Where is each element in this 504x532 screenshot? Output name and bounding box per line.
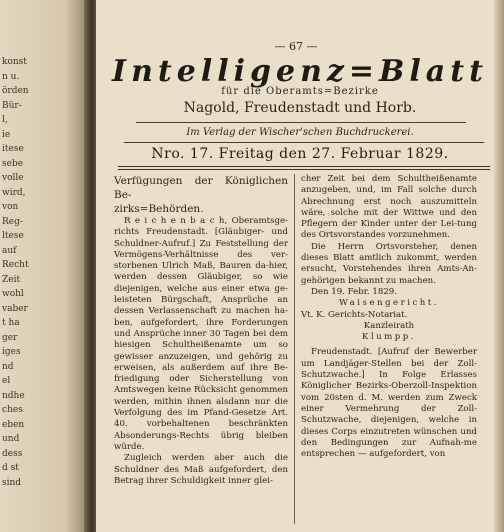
previous-page-fragment: nd [2,361,14,372]
masthead-districts: Nagold, Freudenstadt und Horb. [183,100,417,116]
previous-page-fragment: itese [2,144,24,154]
previous-page-fragment: sebe [2,158,24,169]
notice-paragraph: cher Zeit bei dem Schultheißenamte anzugeben, und, im Fall solche durch Abrechnung erst noch auszumitteln wäre, solche mit der Wittwe und den Pflegern der Kinder unter der Lei-tung des Ortsvorstandes vorzunehmen. [301,174,477,241]
divider [124,142,484,143]
previous-page-fragment: ches [2,405,23,415]
notice-title: Kanzleirath [363,320,415,331]
right-column [301,174,477,460]
previous-page-fragment: el [2,376,11,386]
notice-notary: Vt. K. Gerichts-Notariat. [301,309,408,320]
previous-page-fragment: dess [2,448,23,459]
page-edge [494,0,504,532]
notice-paragraph: Die Herrn Ortsvorsteher, denen dieses Blatt amtlich zukommt, werden ersucht, Vorstehendes ihren Amts-An-gehörigen bekannt zu machen. [301,241,477,286]
previous-page-fragment: ie [2,129,11,140]
previous-page-fragment: ltese [2,231,24,241]
notice-paragraph: R e i c h e n b a c h, Oberamtsge-richts Freudenstadt. [Gläubiger- und Schuldner-Aufruf.] Zu Feststellung der Vermögens-Verhältnisse des ver-storbenen Ulrich Maß, Bauren da-hier, werden dessen Gläubiger, so wie diejenigen, welche aus einer etwa ge-leisteten Bürgschaft, Ansprüche an dessen Verlassenschaft zu machen ha-ben, aufgefordert, ihre Forderungen und Ansprüche inner 30 Tagen bei dem hiesigen Schultheißenamte um so gewisser anzuzeigen, und gehörig zu erweisen, als außerdem auf ihre Be-friedigung oder Sicherstellung von Amtswegen keine Rücksicht genommen werden, mithin ihnen alsdann nur die Verfolgung des im Pfand-Gesetze Art. 40. vorbehaltenen beschränkten Absonderungs-Rechts übrig bleiben würde. [114,216,288,452]
issue-line: Nro. 17. Freitag den 27. Februar 1829. [151,146,449,162]
previous-page-fragment: eben [2,419,25,430]
previous-page-fragment: ndhe [2,390,25,401]
previous-page-fragment: konst [2,57,27,67]
column-separator [294,174,295,524]
newspaper-page [96,0,504,532]
left-column [114,174,288,487]
previous-page-fragment: auf [2,245,17,256]
previous-page-fragment: Zeit [2,274,21,285]
divider [136,122,466,123]
previous-page-fragment: l, [2,115,8,125]
previous-page-fragment: Reg- [2,216,23,227]
previous-page-fragment: sind [2,477,22,488]
previous-page-fragment: n u. [2,71,20,82]
notice-office: Waisengericht. [339,298,439,309]
previous-page [0,0,92,532]
section-heading-cont: zirks=Behörden. [114,203,204,215]
notice-signature: Klumpp. [361,332,417,343]
notice-paragraph: Zugleich werden aber auch die Schuldner des Maß aufgefordert, den Betrag ihrer Schuldigkeit inner glei- [114,453,288,486]
previous-page-fragment: wird, [2,187,26,198]
previous-page-fragment: volle [2,173,24,183]
section-heading: Verfügungen der Königlichen Be- [114,175,288,201]
notice-date: Den 19. Febr. 1829. [311,286,397,297]
publisher-line: Im Verlag der Wischer'schen Buchdruckerei. [186,127,414,138]
previous-page-fragment: d st [2,463,19,473]
page-number: — 67 — [274,40,318,53]
previous-page-fragment: und [2,434,20,444]
previous-page-fragment: iges [2,347,21,357]
notice-paragraph: Freudenstadt. [Aufruf der Bewerber um Landjäger-Stellen bei der Zoll-Schutzwache.] In Folge Erlasses Königlicher Bezirks-Oberzoll-Inspektion vom 20sten d. M. werden zum Zweck einer Vermehrung der Zoll-Schutzwache, diejenigen, welche in dieses Corps einzutreten wünschen und den Bedingungen zur Aufnah-me entsprechen — aufgefordert, von [301,347,477,460]
previous-page-fragment: t ha [2,318,20,328]
previous-page-fragment: ger [2,332,18,343]
previous-page-fragment: wohl [2,289,24,299]
masthead-title: Intelligenz=Blatt [112,54,488,89]
previous-page-fragment: Recht [2,260,29,270]
previous-page-fragment: Bür- [2,100,22,111]
previous-page-fragment: von [2,202,19,212]
previous-page-fragment: örden [2,86,29,96]
previous-page-fragment: vaber [2,303,28,314]
double-divider [118,166,490,170]
masthead-subtitle: für die Oberamts=Bezirke [221,86,379,97]
